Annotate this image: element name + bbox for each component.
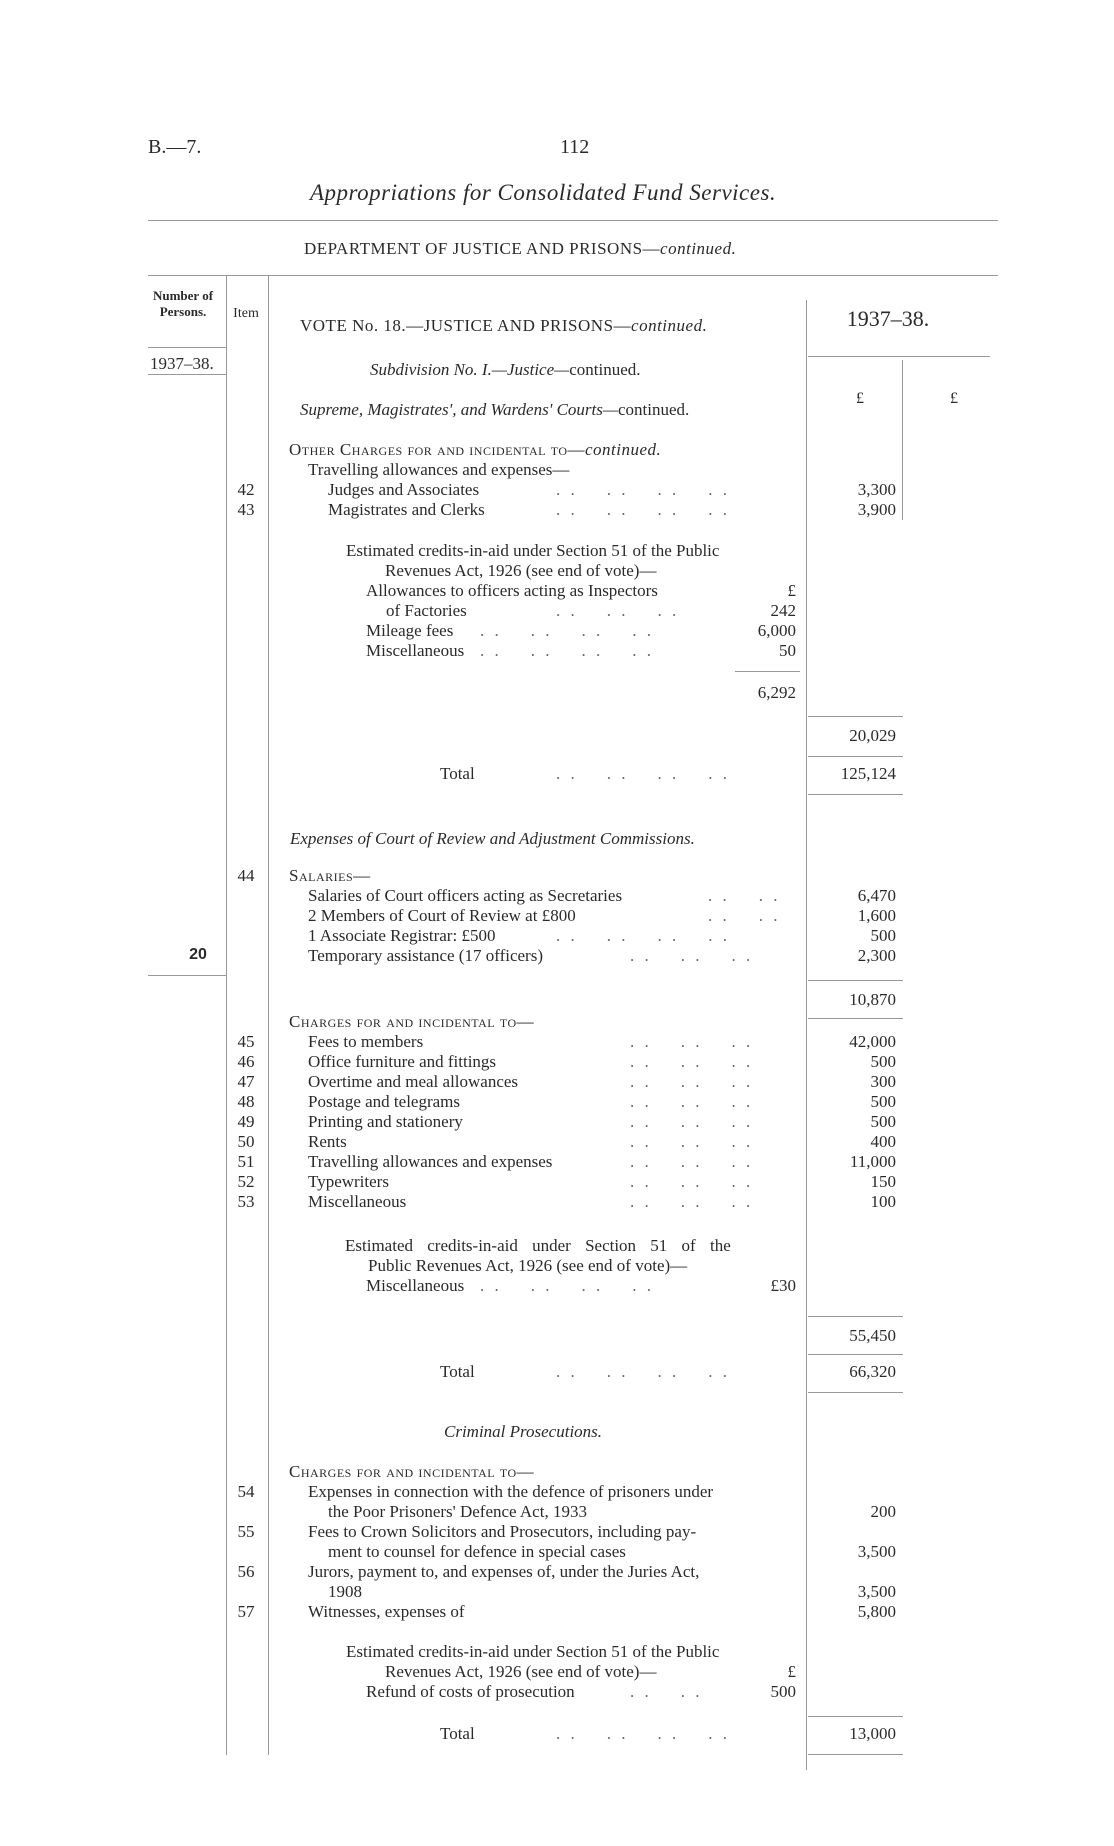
leader-dots: . . . . . . — [630, 1132, 754, 1151]
section-total: 66,320 — [849, 1362, 896, 1381]
line-item-amount: 11,000 — [849, 1152, 896, 1171]
credit-amount: 242 — [770, 601, 796, 620]
line-item-amount: 3,300 — [857, 480, 896, 499]
line-item-amount: 6,470 — [857, 886, 896, 905]
line-item-amount: 100 — [870, 1192, 896, 1211]
charges-total: 55,450 — [849, 1326, 896, 1345]
page-title: Appropriations for Consolidated Fund Services. — [310, 180, 777, 205]
leader-dots: . . . . . . — [630, 1072, 754, 1091]
credit-label: Miscellaneous — [366, 641, 465, 660]
leader-dots: . . . . . . — [630, 1092, 754, 1111]
year-column-header: 1937–38. — [846, 306, 930, 331]
department-heading: DEPARTMENT OF JUSTICE AND PRISONS—continued. — [304, 239, 737, 258]
line-item-label: Travelling allowances and expenses — [308, 1152, 553, 1171]
credit-label: of Factories — [386, 601, 467, 620]
section-heading: Criminal Prosecutions. — [444, 1422, 603, 1441]
section-heading: Expenses of Court of Review and Adjustment Commissions. — [290, 829, 695, 848]
line-item-label: Jurors, payment to, and expenses of, under the Juries Act, — [308, 1562, 700, 1581]
line-item-label: Salaries of Court officers acting as Secretaries — [308, 886, 623, 905]
vote-heading: VOTE No. 18.—JUSTICE AND PRISONS—continued. — [300, 316, 708, 335]
leader-dots: . . . . . . — [630, 1052, 754, 1071]
line-item-label: Rents — [308, 1132, 347, 1151]
leader-dots: . . . . . . — [630, 1032, 754, 1051]
persons-year: 1937–38. — [150, 354, 214, 373]
item-number: 56 — [237, 1562, 255, 1581]
subdivision-heading: Subdivision No. I.—Justice—continued. — [370, 360, 641, 379]
line-item-label: Miscellaneous — [308, 1192, 407, 1211]
line-item-amount: 500 — [870, 1092, 896, 1111]
line-item-label-cont: ment to counsel for defence in special cases — [328, 1542, 626, 1561]
line-item-label: 2 Members of Court of Review at £800 — [308, 906, 576, 925]
line-item-label-cont: 1908 — [328, 1582, 362, 1601]
line-item-label: Expenses in connection with the defence of prisoners under — [308, 1482, 714, 1501]
line-item-label: Judges and Associates — [328, 480, 480, 499]
line-item-label: Magistrates and Clerks — [328, 500, 485, 519]
item-number: 44 — [237, 866, 255, 885]
item-number: 55 — [237, 1522, 255, 1541]
item-number: 51 — [237, 1152, 255, 1171]
persons-count: 20 — [189, 946, 207, 963]
line-item-amount: 3,500 — [857, 1582, 896, 1601]
charges-heading: Charges for and incidental to— — [289, 1462, 535, 1481]
travelling-heading: Travelling allowances and expenses— — [308, 460, 570, 479]
item-number: 49 — [237, 1112, 255, 1131]
credit-amount: 6,000 — [757, 621, 796, 640]
credits-pound: £ — [787, 1662, 796, 1681]
line-item-label: Overtime and meal allowances — [308, 1072, 519, 1091]
line-item-amount: 42,000 — [849, 1032, 896, 1051]
document-ref: B.—7. — [148, 136, 202, 158]
total-label: Total — [440, 764, 475, 783]
salaries-heading: Salaries— — [289, 866, 371, 885]
line-item-amount: 2,300 — [857, 946, 896, 965]
section-subtotal: 20,029 — [849, 726, 896, 745]
item-number: 46 — [237, 1052, 255, 1071]
line-item-amount: 5,800 — [857, 1602, 896, 1621]
line-item-amount: 150 — [870, 1172, 896, 1191]
total-label: Total — [440, 1362, 475, 1381]
item-number: 42 — [237, 480, 255, 499]
credit-label: Mileage fees — [366, 621, 454, 640]
line-item-label: Fees to Crown Solicitors and Prosecutors, including pay- — [308, 1522, 697, 1541]
pound-sign-1: £ — [856, 390, 864, 407]
line-item-amount: 500 — [870, 1052, 896, 1071]
line-item-amount: 3,500 — [857, 1542, 896, 1561]
line-item-amount: 400 — [870, 1132, 896, 1151]
item-number: 53 — [237, 1192, 255, 1211]
credits-heading-cont: Revenues Act, 1926 (see end of vote)— — [385, 561, 657, 580]
line-item-label: Office furniture and fittings — [308, 1052, 497, 1071]
line-item-label: Temporary assistance (17 officers) — [308, 946, 543, 965]
item-number: 52 — [237, 1172, 255, 1191]
item-number: 50 — [237, 1132, 255, 1151]
leader-dots: . . . . . . — [630, 1152, 754, 1171]
credits-heading: Estimated credits-in-aid under Section 51 of the Public — [346, 541, 720, 560]
leader-dots: . . . . . . — [630, 1112, 754, 1131]
page-number: 112 — [560, 136, 590, 158]
credits-heading: Estimated credits-in-aid under Section 51 of the Public — [346, 1642, 720, 1661]
item-number: 57 — [237, 1602, 255, 1621]
credit-label: Allowances to officers acting as Inspectors — [366, 581, 658, 600]
item-number: 54 — [237, 1482, 255, 1501]
item-number: 48 — [237, 1092, 255, 1111]
line-item-label: Witnesses, expenses of — [308, 1602, 465, 1621]
credits-heading-cont: Public Revenues Act, 1926 (see end of vote)— — [368, 1256, 688, 1275]
line-item-label-cont: the Poor Prisoners' Defence Act, 1933 — [328, 1502, 587, 1521]
item-column-header: Item — [233, 306, 259, 321]
item-number: 43 — [237, 500, 255, 519]
credit-label: Refund of costs of prosecution — [366, 1682, 575, 1701]
line-item-label: Fees to members — [308, 1032, 424, 1051]
credit-amount: 50 — [779, 641, 796, 660]
credit-amount: 500 — [770, 1682, 796, 1701]
section-total: 125,124 — [840, 764, 896, 783]
line-item-amount: 300 — [870, 1072, 896, 1091]
leader-dots: . . . . . . — [630, 1192, 754, 1211]
line-item-label: Typewriters — [308, 1172, 389, 1191]
line-item-amount: 500 — [870, 1112, 896, 1131]
credits-pound: £ — [787, 581, 796, 600]
line-item-amount: 1,600 — [857, 906, 896, 925]
line-item-amount: 500 — [870, 926, 896, 945]
line-item-amount: 200 — [870, 1502, 896, 1521]
item-number: 45 — [237, 1032, 255, 1051]
line-item-label: Postage and telegrams — [308, 1092, 461, 1111]
section-total: 13,000 — [849, 1724, 896, 1743]
leader-dots: . . . . . . — [630, 1172, 754, 1191]
line-item-label: 1 Associate Registrar: £500 — [308, 926, 496, 945]
item-number: 47 — [237, 1072, 255, 1091]
credits-total: 6,292 — [757, 683, 796, 702]
credit-label: Miscellaneous — [366, 1276, 465, 1295]
pound-sign-2: £ — [950, 390, 958, 407]
credits-heading-cont: Revenues Act, 1926 (see end of vote)— — [385, 1662, 657, 1681]
line-item-label: Printing and stationery — [308, 1112, 463, 1131]
courts-heading: Supreme, Magistrates', and Wardens' Courts—continued. — [300, 400, 690, 419]
credit-amount: £30 — [770, 1276, 796, 1295]
charges-heading: Charges for and incidental to— — [289, 1012, 535, 1031]
other-charges-heading: Other Charges for and incidental to—continued. — [289, 440, 662, 459]
salaries-total: 10,870 — [849, 990, 896, 1009]
total-label: Total — [440, 1724, 475, 1743]
persons-column-header: Number of Persons. — [152, 288, 214, 319]
credits-heading: Estimated credits-in-aid under Section 51 of the — [345, 1236, 731, 1255]
line-item-amount: 3,900 — [857, 500, 896, 519]
